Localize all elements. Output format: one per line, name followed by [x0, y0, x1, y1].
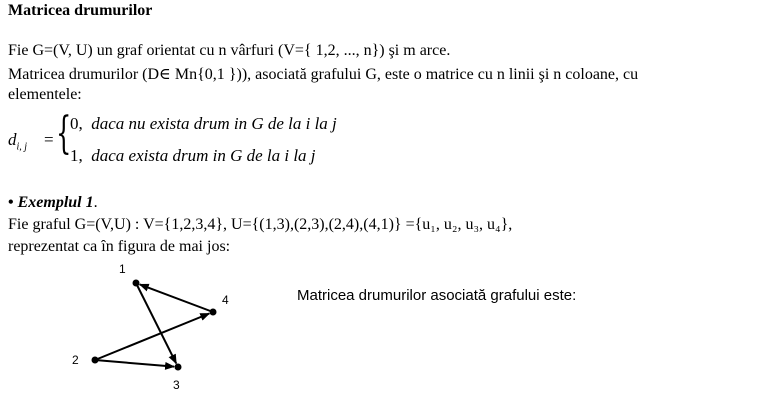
graph-arc-4-1: [140, 284, 213, 312]
intro-line-2: Matricea drumurilor (D∈ Mn{0,1 })), asociată grafului G, este o matrice cu n linii şi n coloane, cu: [8, 66, 639, 83]
graph-vertex-label-2: 2: [72, 353, 79, 367]
example-bullet: •: [8, 194, 14, 211]
page-title: Matricea drumurilor: [8, 2, 153, 19]
graph-arc-2-4: [95, 314, 209, 360]
formula-case-0-text: daca nu exista drum in G de la i la j: [91, 114, 337, 133]
example-line-2: reprezentat ca în figura de mai jos:: [8, 238, 231, 255]
graph-vertex-2: [92, 357, 99, 364]
example-heading-text: Exemplul 1: [17, 194, 94, 211]
example-line-1: Fie graful G=(V,U) : V={1,2,3,4}, U={(1,3),(2,3),(2,4),(4,1)} ={u₁, u₂, u₃, u₄},: [8, 216, 513, 233]
matrix-caption: Matricea drumurilor asociată grafului este:: [297, 287, 577, 304]
graph-arc-2-3: [95, 360, 174, 367]
formula-symbol-letter: d: [8, 130, 17, 149]
formula-subscript: i, j: [16, 141, 28, 153]
graph-vertex-label-1: 1: [119, 262, 126, 276]
graph-vertex-1: [133, 280, 140, 287]
formula-equals: =: [44, 130, 54, 149]
graph-vertex-label-3: 3: [173, 378, 180, 392]
intro-line-3: elementele:: [8, 86, 82, 103]
intro-line-1: Fie G=(V, U) un graf orientat cu n vârfuri (V={ 1,2, ..., n}) şi m arce.: [8, 42, 451, 59]
example-heading-suffix: .: [93, 194, 98, 211]
formula-case-0-value: 0,: [70, 114, 83, 133]
formula-brace: {: [56, 108, 72, 159]
graph-vertex-4: [210, 309, 217, 316]
graph-vertex-3: [175, 364, 182, 371]
formula-case-1-value: 1,: [70, 146, 83, 165]
formula-case-1-text: daca exista drum in G de la i la j: [91, 146, 316, 165]
graph-vertex-label-4: 4: [222, 293, 229, 307]
